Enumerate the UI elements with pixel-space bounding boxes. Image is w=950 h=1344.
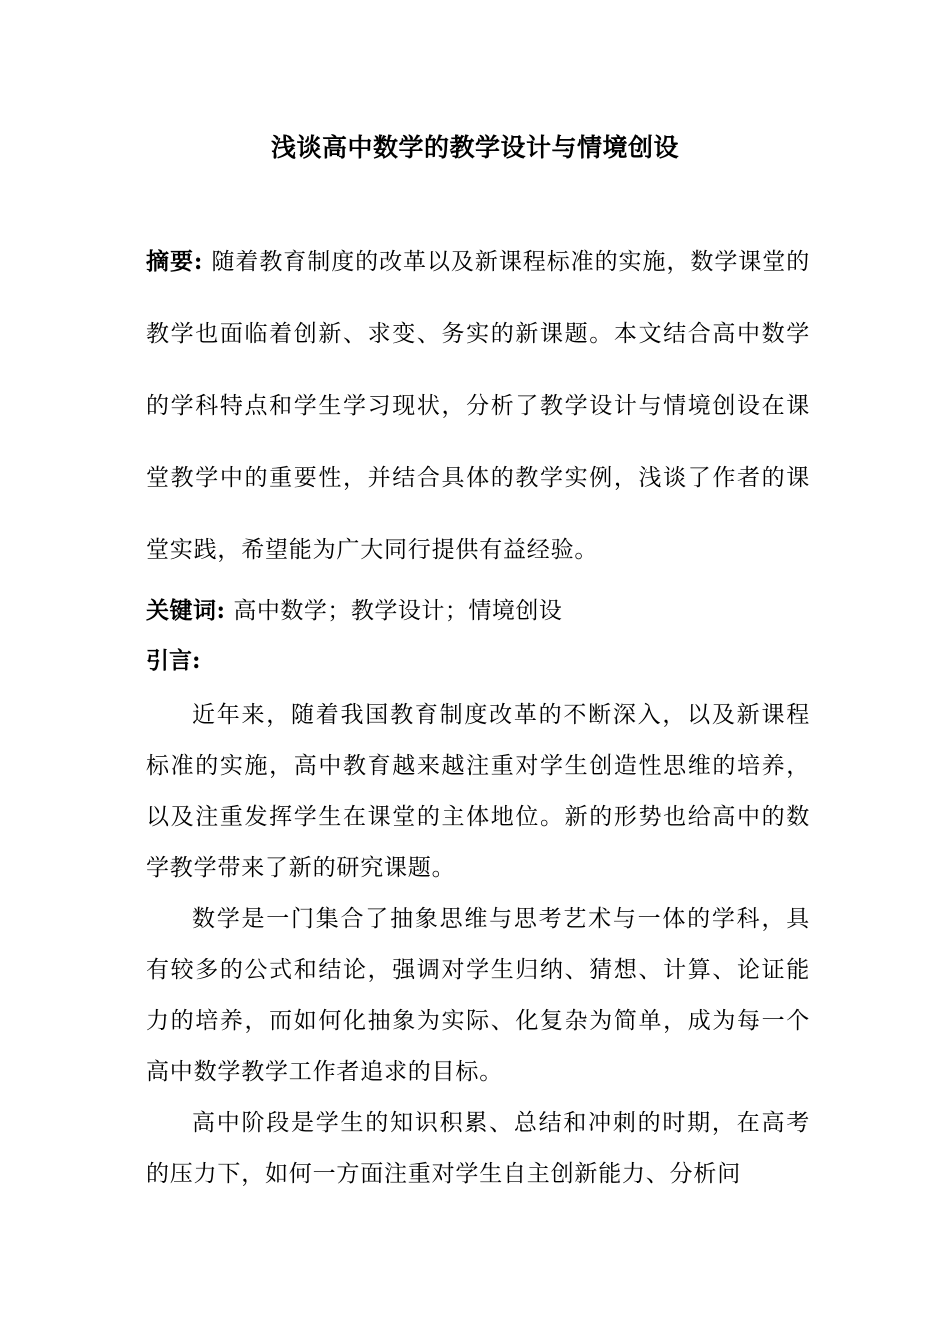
intro-body: [146, 690, 810, 1200]
abstract-section: [146, 226, 810, 586]
intro-heading: 引言:: [146, 647, 201, 674]
abstract-label: 摘要:: [146, 248, 204, 275]
keywords-label: 关键词:: [146, 597, 226, 624]
intro-paragraph-2: 数学是一门集合了抽象思维与思考艺术与一体的学科，具有较多的公式和结论，强调对学生归纳、猜想、计算、论证能力的培养，而如何化抽象为实际、化复杂为简单，成为每一个高中数学教学工作者追求的目标。: [146, 906, 810, 1085]
keywords-section: [146, 590, 810, 632]
abstract-text: 随着教育制度的改革以及新课程标准的实施，数学课堂的教学也面临着创新、求变、务实的新课题。本文结合高中数学的学科特点和学生学习现状，分析了教学设计与情境创设在课堂教学中的重要性，并结合具体的教学实例，浅谈了作者的课堂实践，希望能为广大同行提供有益经验。: [146, 249, 810, 563]
intro-paragraph-3: 高中阶段是学生的知识积累、总结和冲刺的时期，在高考的压力下，如何一方面注重对学生自主创新能力、分析问: [146, 1110, 810, 1187]
keywords-text: 高中数学；教学设计；情境创设: [233, 598, 563, 624]
intro-paragraph-1: 近年来，随着我国教育制度改革的不断深入，以及新课程标准的实施，高中教育越来越注重对学生创造性思维的培养，以及注重发挥学生在课堂的主体地位。新的形势也给高中的数学教学带来了新的研究课题。: [146, 702, 810, 881]
document-title: 浅谈高中数学的教学设计与情境创设: [270, 133, 679, 162]
